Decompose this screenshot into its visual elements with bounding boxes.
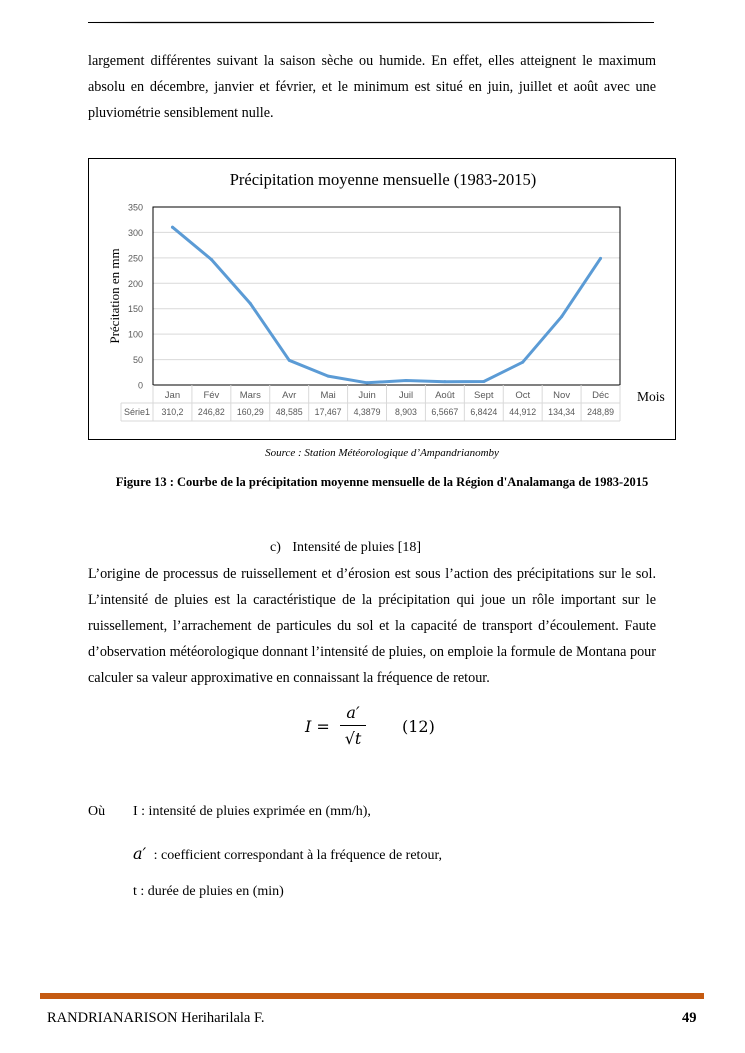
data-value-label: 248,89 [587,407,614,417]
data-point [210,258,213,261]
paragraph-intensity [88,561,656,691]
x-category-label: Jan [164,390,181,401]
series-name-label: Série1 [123,407,151,417]
formula-fraction [340,703,366,750]
data-point [366,381,369,384]
data-value-label: 8,903 [394,407,417,417]
x-category-label: Avr [282,390,297,401]
data-point [288,359,291,362]
figure-caption: Figure 13 : Courbe de la précipitation moyenne mensuelle de la Région d'Analamanga de 1983-2015 [115,475,649,489]
x-category-label: Mars [239,390,261,401]
data-point [404,379,407,382]
fraction-bar [340,725,366,726]
footer-author: RANDRIANARISON Heriharilala F. [47,1010,265,1026]
header-rule [88,22,654,23]
chart-y-axis-label: Précitation en mm [107,248,122,344]
x-category-label: Nov [553,390,571,401]
y-tick-label: 200 [127,278,143,289]
data-value-label: 246,82 [197,407,225,417]
data-value-label: 160,29 [236,407,264,417]
y-tick-label: 350 [127,202,143,213]
coefficient-text: : coefficient correspondant à la fréquence de retour, [150,848,443,863]
paragraph-2-text: L’origine de processus de ruissellement et d’érosion est sous l’action des précipitations sur le sol. L’intensité de pluies est la caractéristique de la précipitation qui joue un rôle important sur le ruissellement, l’arrachement de particules du sol et la capacité de transport d’écoulement. Faute d’observation météorologique donnant l’intensité de pluies, on emploie la formule de Montana pour calculer sa valeur approximative en connaissant la fréquence de retour. [88,566,656,686]
footer-rule [40,993,704,999]
data-value-label: 6,5667 [431,407,459,417]
x-category-label: Mai [320,390,336,401]
data-value-label: 17,467 [314,407,342,417]
data-point [482,380,485,383]
formula-numerator: a′ [346,703,360,722]
data-point [249,302,252,305]
chart-x-axis-label: Mois [637,389,665,404]
data-point [327,375,330,378]
x-category-label: Juin [358,390,376,401]
precipitation-chart [88,158,676,440]
data-value-label: 44,912 [509,407,537,417]
data-value-label: 4,3879 [353,407,381,417]
y-tick-label: 250 [127,253,143,264]
data-point [521,361,524,364]
paragraph-rainfall-intro [88,48,656,126]
page-number: 49 [682,1010,697,1026]
data-value-label: 310,2 [161,407,184,417]
x-category-label: Fév [203,390,220,401]
definitions-intro: Où [88,804,106,819]
data-point [599,257,602,260]
coefficient-symbol: a′ [133,844,147,863]
x-category-label: Déc [592,390,609,401]
formula-lhs: I = [305,717,330,736]
y-tick-label: 300 [127,227,143,238]
chart-grid [153,207,620,385]
y-tick-label: 0 [137,380,143,391]
section-heading [270,540,421,556]
data-point [443,380,446,383]
chart-series [171,226,602,385]
definition-coefficient [133,844,442,864]
equation-number: (12) [402,717,435,736]
chart-data-table [121,385,620,421]
y-tick-label: 100 [127,329,143,340]
definition-intensity: I : intensité de pluies exprimée en (mm/h), [133,804,371,819]
x-category-label: Août [435,390,455,401]
formula-denominator: √t [344,729,362,748]
data-point [171,226,174,229]
data-value-label: 48,585 [275,407,303,417]
data-point [560,315,563,318]
paragraph-1-text: largement différentes suivant la saison sèche ou humide. En effet, elles atteignent le maximum absolu en décembre, janvier et février, et le minimum est situé en juin, juillet et août avec une pluviométrie sensiblement nulle. [88,53,656,121]
chart-y-ticks [128,203,143,391]
chart-source: Source : Station Météorologique d’Ampandrianomby [265,447,499,459]
data-value-label: 6,8424 [470,407,498,417]
data-value-label: 134,34 [548,407,576,417]
chart-canvas [89,159,677,441]
x-category-label: Oct [515,390,531,401]
y-tick-label: 50 [132,355,143,366]
plot-area-border [153,207,620,385]
definition-duration: t : durée de pluies en (min) [133,884,284,899]
y-tick-label: 150 [127,304,143,315]
section-title: Intensité de pluies [18] [292,540,422,555]
x-category-label: Juil [398,390,414,401]
x-category-label: Sept [474,390,494,401]
chart-title: Précipitation moyenne mensuelle (1983-2015) [229,170,537,189]
section-letter: c) [270,540,281,555]
